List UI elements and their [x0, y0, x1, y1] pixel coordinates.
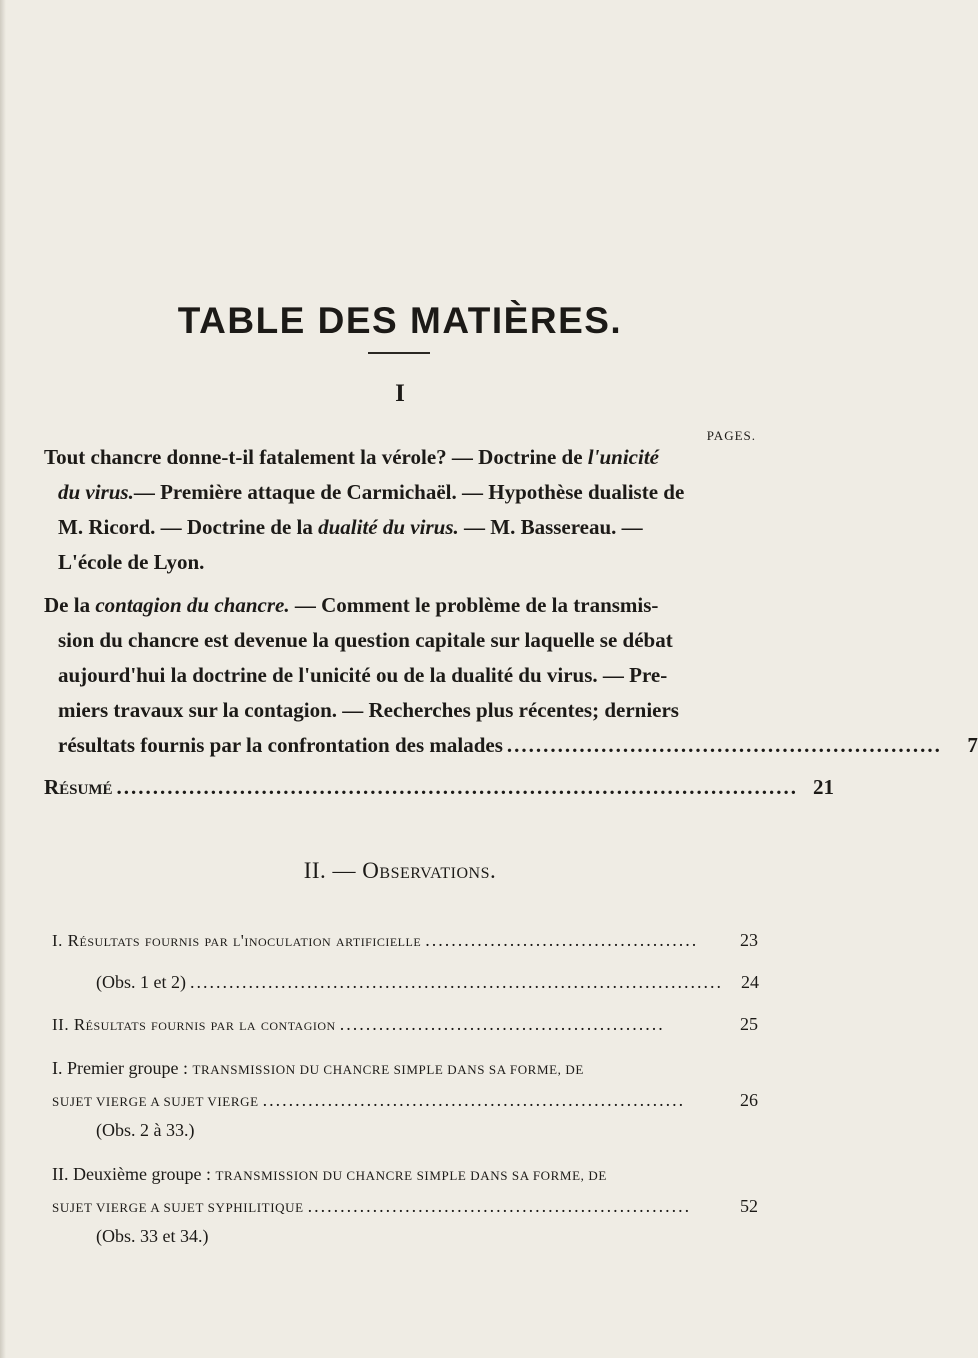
r2-label: II. Résultats fournis par la contagion [52, 1015, 336, 1034]
entry2-line1 [44, 588, 658, 623]
dot-leader: .................................................. [339, 1014, 665, 1034]
page-number: 25 [740, 1014, 758, 1034]
g1-line1 [52, 1058, 584, 1079]
g1-label: I. Premier groupe : [52, 1058, 193, 1078]
entry2-line3: aujourd'hui la doctrine de l'unicité ou de la dualité du virus. — Pre- [58, 663, 668, 687]
entry2-line4: miers travaux sur la contagion. — Recherches plus récentes; derniers [58, 698, 679, 722]
g2-line2 [52, 1196, 758, 1217]
entry1-italic: l'unicité [587, 445, 659, 469]
dot-leader: ................................................................. [262, 1090, 686, 1110]
obs1-label: (Obs. 1 et 2) [96, 972, 186, 992]
g2-caps: TRANSMISSION DU CHANCRE SIMPLE DANS SA FORME, DE [215, 1168, 607, 1183]
section-heading-1: I [395, 380, 405, 407]
page-edge [0, 0, 6, 1358]
entry1-line4: L'école de Lyon. [58, 550, 205, 574]
entry1-text-3a: M. Ricord. — Doctrine de la [58, 515, 319, 539]
dot-leader: ........................................................... [307, 1196, 692, 1216]
obs1-line [96, 972, 758, 993]
entry1-text: Tout chancre donne-t-il fatalement la vérole? — Doctrine de [44, 445, 588, 469]
page-title: TABLE DES MATIÈRES. [177, 300, 623, 341]
dot-leader: .................................................................................. [189, 972, 723, 992]
entry1-italic-2: du virus. [58, 480, 134, 504]
g1-caps: TRANSMISSION DU CHANCRE SIMPLE DANS SA FORME, DE [192, 1062, 584, 1077]
g1-line2 [52, 1090, 758, 1111]
entry2-text-1c: — Comment le problème de la transmis- [289, 593, 659, 617]
entry1-text-3c: — M. Bassereau. — [458, 515, 643, 539]
g2-caps-2: SUJET VIERGE A SUJET SYPHILITIQUE [52, 1200, 304, 1215]
entry1-italic-3: dualité du virus. [318, 515, 459, 539]
entry2-line2: sion du chancre est devenue la question capitale sur laquelle se débat [58, 628, 673, 652]
entry2-italic: contagion du chancre. [95, 593, 290, 617]
dot-leader: .............................................................................................. [116, 775, 799, 799]
page-number: 52 [740, 1196, 758, 1216]
section-heading-2: II. — Observations. [303, 858, 497, 883]
r1-line [52, 930, 758, 951]
g1-obs: (Obs. 2 à 33.) [96, 1120, 195, 1140]
entry2-line5 [58, 728, 978, 763]
entry2-text-5: résultats fournis par la confrontation des malades [58, 733, 503, 757]
page-number: 7 [967, 733, 978, 757]
pages-column-label: PAGES. [706, 428, 756, 443]
g1-caps-2: SUJET VIERGE A SUJET VIERGE [52, 1094, 259, 1109]
dot-leader: .......................................... [425, 930, 699, 950]
title-rule [368, 352, 430, 354]
dot-leader: ............................................................ [506, 733, 942, 757]
g2-label: II. Deuxième groupe : [52, 1164, 216, 1184]
resume-line [44, 770, 835, 805]
g2-line1 [52, 1164, 607, 1185]
entry1-text-2: — Première attaque de Carmichaël. — Hypothèse dualiste de [133, 480, 685, 504]
r2-line [52, 1014, 758, 1035]
page-number: 21 [813, 775, 835, 799]
g2-obs: (Obs. 33 et 34.) [96, 1226, 209, 1246]
page-number: 24 [740, 972, 759, 992]
resume-label: Résumé [44, 775, 113, 799]
r1-label: I. Résultats fournis par l'inoculation artificielle [52, 931, 422, 950]
page-number: 26 [740, 1090, 758, 1110]
entry1-line1 [44, 440, 659, 475]
entry2-text-1a: De la [44, 593, 96, 617]
entry1-line3 [58, 510, 643, 545]
page-number: 23 [740, 930, 758, 950]
entry1-line2 [58, 475, 684, 510]
